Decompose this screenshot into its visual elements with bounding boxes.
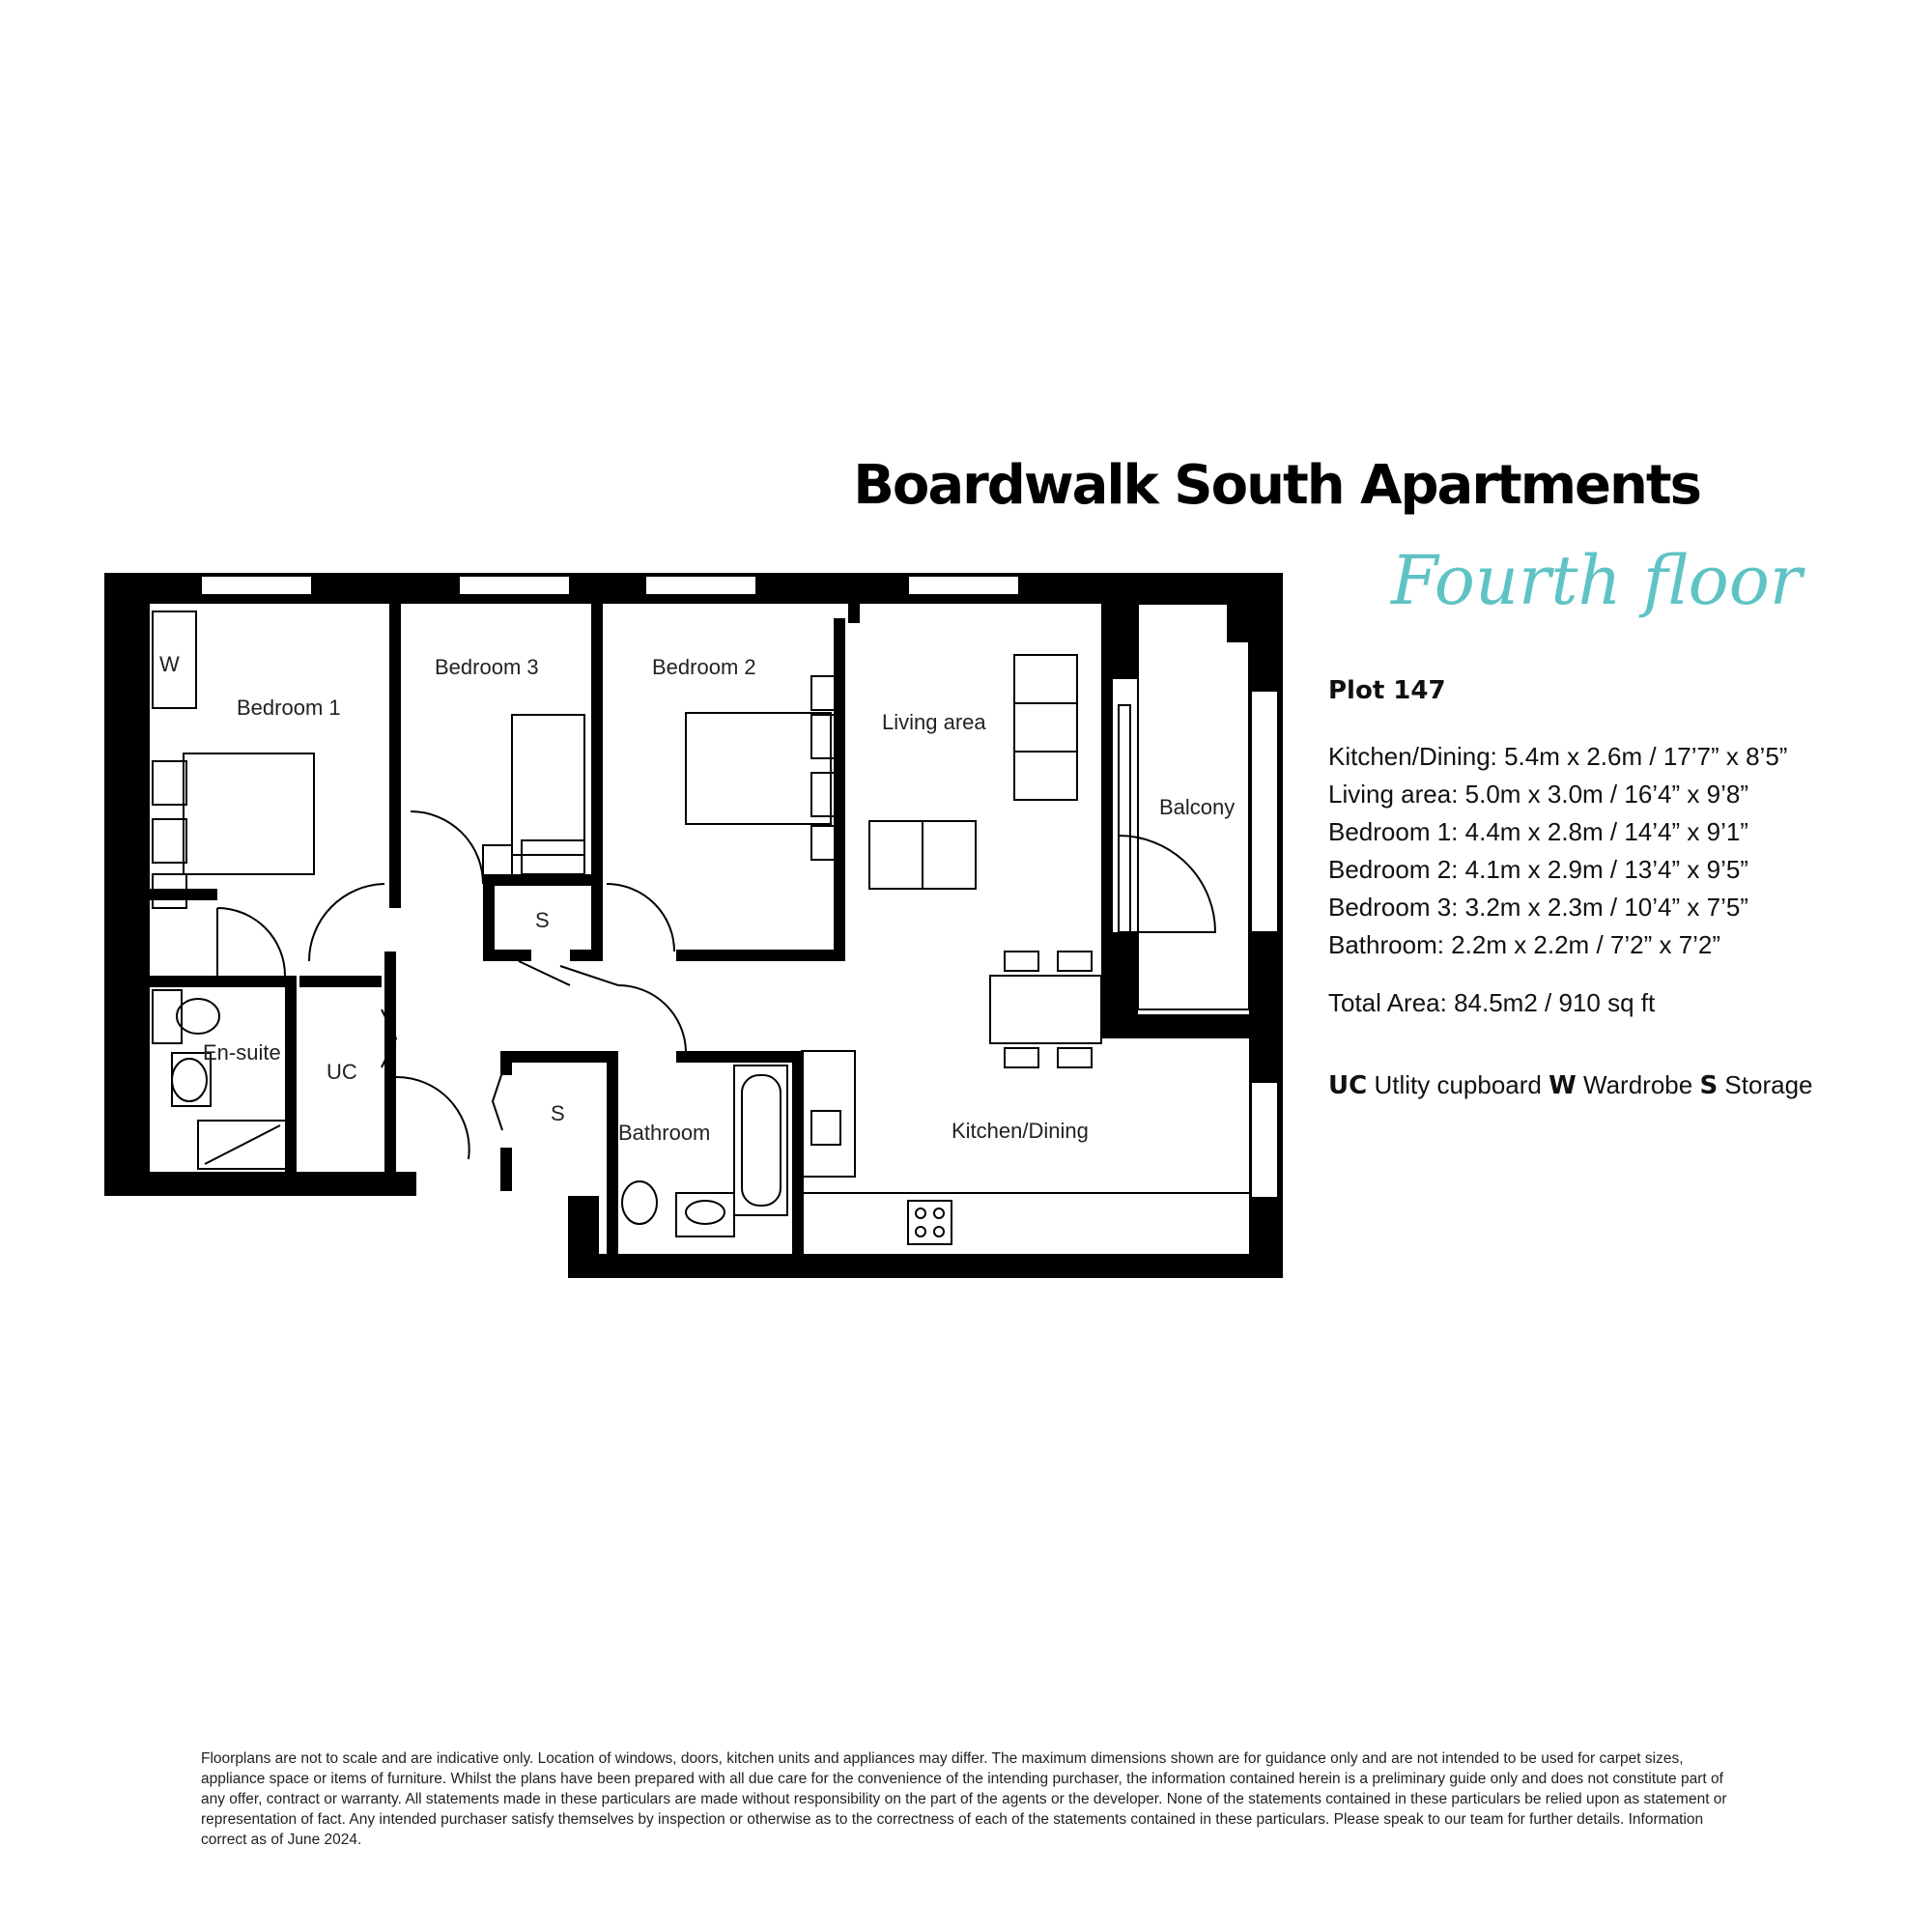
disclaimer: Floorplans are not to scale and are indicative only. Location of windows, doors, kitchen units and appliances may differ. The maximum dimensions shown are for guidance only and are not intended to be used for carpet sizes, appliance space or items of furniture. Whilst the plans have been prepared with all due care for the convenience of the intending purchaser, the information contained herein is a preliminary guide only and does not constitute part of any offer, contract or warranty. All statements made in these particulars are made without responsibility on the part of the agents or the developer. None of the statements contained in these particulars be relied upon as statement or representation of fact. Any intended purchaser satisfy themselves by inspection or otherwise as to the correctness of each of the statements contained in these particulars. Please speak to our team for further details. Information correct as of June 2024.: [201, 1750, 1727, 1848]
plot-info: [1328, 676, 1908, 1100]
page-title: Boardwalk South Apartments: [853, 454, 1700, 517]
dimension-kitchen: Kitchen/Dining: 5.4m x 2.6m / 17’7” x 8’5”: [1328, 742, 1788, 771]
dimension-bedroom1: Bedroom 1: 4.4m x 2.8m / 14’4” x 9’1”: [1328, 817, 1748, 846]
dimension-bedroom3: Bedroom 3: 3.2m x 2.3m / 10’4” x 7’5”: [1328, 893, 1748, 922]
dimension-living: Living area: 5.0m x 3.0m / 16’4” x 9’8”: [1328, 780, 1748, 809]
legend-abbr-s: S: [1699, 1071, 1719, 1100]
legend-text-s: Storage: [1724, 1070, 1813, 1099]
floor-label: Fourth floor: [1391, 541, 1803, 620]
room-label-utility: UC: [327, 1060, 357, 1084]
legend: [1328, 1070, 1908, 1100]
room-label-wardrobe: W: [159, 652, 180, 676]
room-label-bedroom2: Bedroom 2: [652, 655, 756, 679]
room-label-bedroom3: Bedroom 3: [435, 655, 539, 679]
room-label-bedroom1: Bedroom 1: [237, 696, 341, 720]
room-label-storage-1: S: [535, 908, 550, 932]
room-label-storage-2: S: [551, 1101, 565, 1125]
room-labels: [159, 652, 1235, 1145]
total-area: Total Area: 84.5m2 / 910 sq ft: [1328, 988, 1656, 1017]
legend-abbr-uc: UC: [1328, 1071, 1368, 1100]
room-label-living: Living area: [882, 710, 986, 734]
legend-text-uc: Utlity cupboard: [1374, 1070, 1542, 1099]
room-label-bathroom: Bathroom: [618, 1121, 711, 1145]
room-label-kitchen: Kitchen/Dining: [952, 1119, 1089, 1143]
room-dimensions-list: [1328, 738, 1908, 964]
dimension-bedroom2: Bedroom 2: 4.1m x 2.9m / 13’4” x 9’5”: [1328, 855, 1748, 884]
legend-text-w: Wardrobe: [1583, 1070, 1693, 1099]
room-label-ensuite: En-suite: [203, 1040, 281, 1065]
plot-number: Plot 147: [1328, 676, 1446, 705]
legend-abbr-w: W: [1548, 1071, 1577, 1100]
dimension-bathroom: Bathroom: 2.2m x 2.2m / 7’2” x 7’2”: [1328, 930, 1721, 959]
room-label-balcony: Balcony: [1159, 795, 1236, 819]
